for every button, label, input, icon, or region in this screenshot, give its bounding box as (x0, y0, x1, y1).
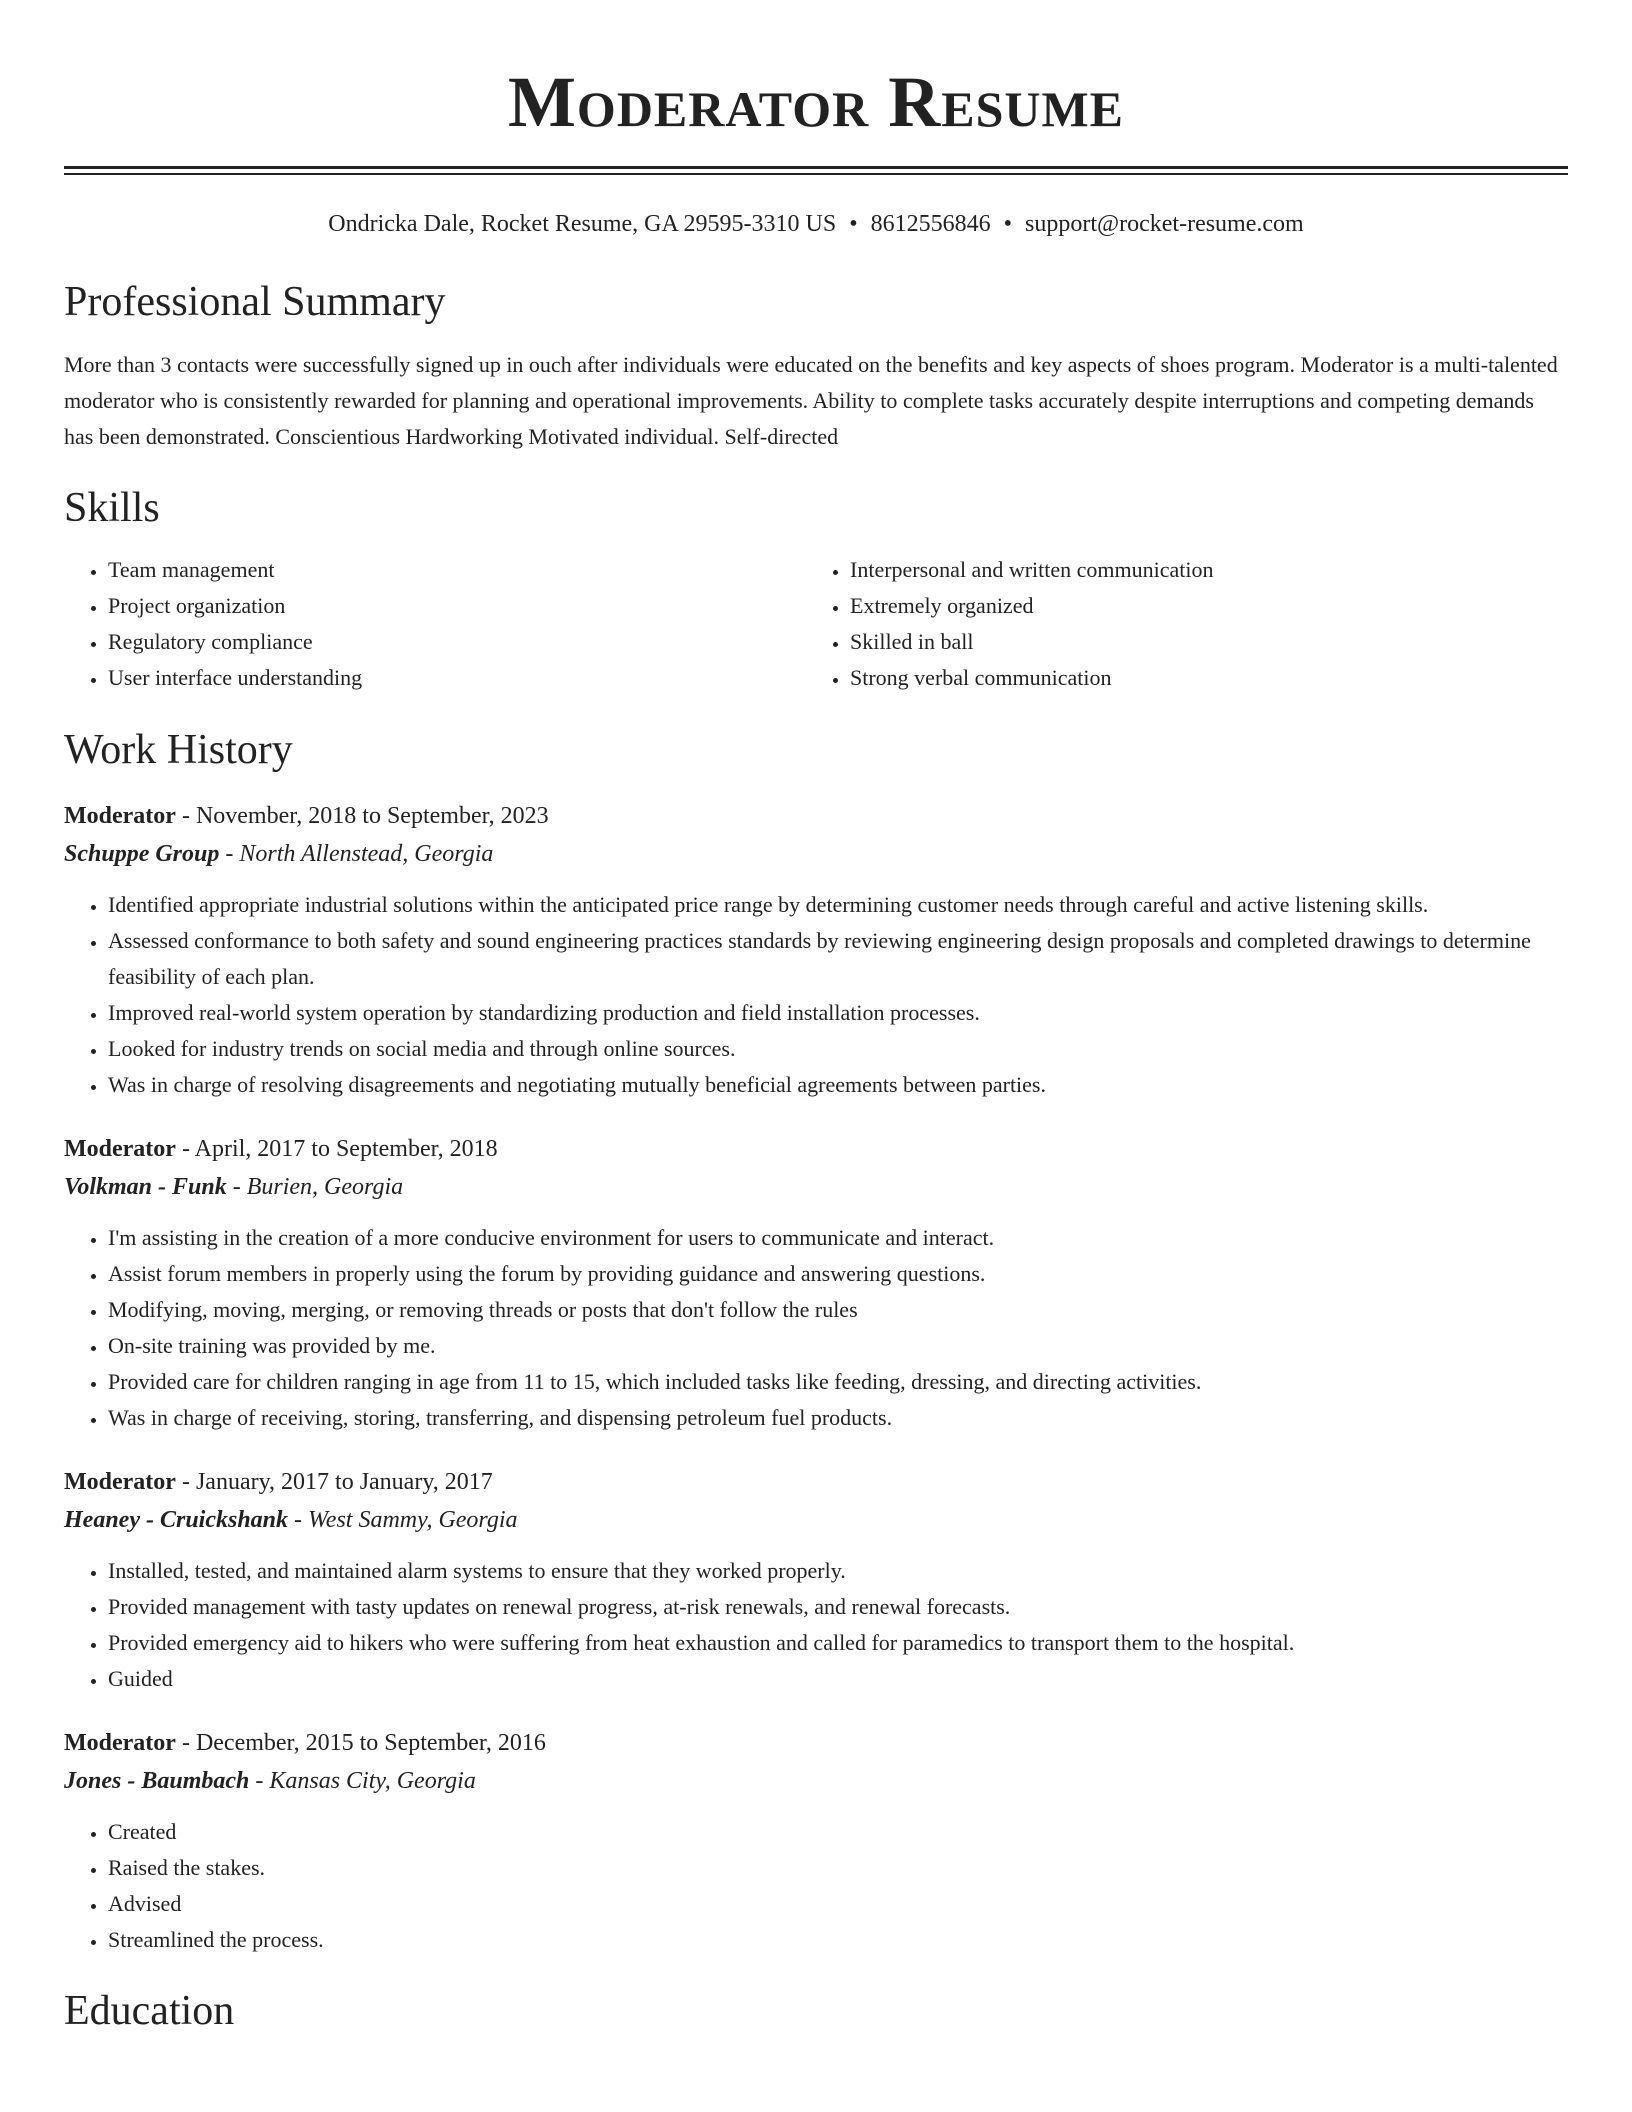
job-bullets (64, 1220, 1568, 1436)
contact-address: Ondricka Dale, Rocket Resume, GA 29595-3310 US (328, 211, 837, 237)
job-bullet: • Installed, tested, and maintained alarm systems to ensure that they worked properly. (108, 1553, 1568, 1589)
job-entry (64, 1130, 1568, 1436)
job-dates: - April, 2017 to September, 2018 (175, 1136, 498, 1162)
job-title-line (64, 1463, 1568, 1501)
title-divider-thin (64, 173, 1568, 175)
job-company: Volkman - Funk (64, 1174, 227, 1200)
job-bullet: • On-site training was provided by me. (108, 1328, 1568, 1364)
job-bullet: • Was in charge of receiving, storing, transferring, and dispensing petroleum fuel products. (108, 1400, 1568, 1436)
work-history-heading: Work History (64, 727, 293, 773)
job-location: - North Allenstead, Georgia (219, 841, 494, 867)
job-bullet: • Provided care for children ranging in age from 11 to 15, which included tasks like feeding, dressing, and directing activities. (108, 1364, 1568, 1400)
job-bullet: • Guided (108, 1661, 1568, 1697)
job-bullet: • Raised the stakes. (108, 1850, 1568, 1886)
contact-separator: • (1003, 211, 1013, 237)
skill-item: • Strong verbal communication (850, 660, 1548, 696)
job-bullets (64, 1814, 1568, 1958)
job-dates: - November, 2018 to September, 2023 (175, 803, 549, 829)
skill-item: • Skilled in ball (850, 624, 1548, 660)
job-entry (64, 1724, 1568, 1958)
summary-heading: Professional Summary (64, 279, 446, 325)
job-bullet: • I'm assisting in the creation of a more conducive environment for users to communicate and interact. (108, 1220, 1568, 1256)
job-role: Moderator (64, 1469, 176, 1495)
job-bullet: • Streamlined the process. (108, 1922, 1568, 1958)
skill-item: • Regulatory compliance (108, 624, 806, 660)
job-company-line (64, 1501, 1568, 1539)
contact-email: support@rocket-resume.com (1025, 211, 1304, 237)
job-bullet: • Looked for industry trends on social media and through online sources. (108, 1031, 1568, 1067)
job-bullet: • Assist forum members in properly using the forum by providing guidance and answering questions. (108, 1256, 1568, 1292)
job-bullet: • Modifying, moving, merging, or removing threads or posts that don't follow the rules (108, 1292, 1568, 1328)
skills-heading: Skills (64, 485, 160, 531)
job-title-line (64, 1130, 1568, 1168)
skill-item: • Project organization (108, 588, 806, 624)
job-bullet: • Identified appropriate industrial solutions within the anticipated price range by determining customer needs through careful and active listening skills. (108, 887, 1568, 923)
job-bullet: • Provided management with tasty updates on renewal progress, at-risk renewals, and renewal forecasts. (108, 1589, 1568, 1625)
skills-column-right (806, 552, 1548, 696)
summary-text: More than 3 contacts were successfully signed up in ouch after individuals were educated on the benefits and key aspects of shoes program. Moderator is a multi-talented moderator who is consistently rewarded for planning and operational improvements. Ability to complete tasks accurately despite interruptions and competing demands has been demonstrated. Conscientious Hardworking Motivated individual. Self-directed (64, 352, 1558, 449)
page-title: Moderator Resume (507, 62, 1125, 142)
skills-list (64, 552, 1568, 696)
job-role: Moderator (64, 1136, 176, 1162)
job-bullet: • Was in charge of resolving disagreements and negotiating mutually beneficial agreements between parties. (108, 1067, 1568, 1103)
job-location: - Burien, Georgia (226, 1174, 404, 1200)
contact-separator: • (849, 211, 858, 237)
job-company: Heaney - Cruickshank (64, 1507, 289, 1533)
job-title-line (64, 797, 1568, 835)
job-company: Jones - Baumbach (64, 1768, 250, 1794)
job-bullet: • Advised (108, 1886, 1568, 1922)
job-bullet: • Improved real-world system operation by standardizing production and field installation processes. (108, 995, 1568, 1031)
job-role: Moderator (64, 803, 176, 829)
job-company-line (64, 1168, 1568, 1206)
contact-line (64, 209, 1568, 239)
job-entry (64, 1463, 1568, 1697)
job-role: Moderator (64, 1730, 176, 1756)
job-dates: - December, 2015 to September, 2016 (175, 1730, 546, 1756)
skill-item: • Team management (108, 552, 806, 588)
job-dates: - January, 2017 to January, 2017 (175, 1469, 493, 1495)
job-location: - West Sammy, Georgia (288, 1507, 518, 1533)
skill-item: • Interpersonal and written communication (850, 552, 1548, 588)
job-bullet: • Created (108, 1814, 1568, 1850)
job-bullet: • Provided emergency aid to hikers who were suffering from heat exhaustion and called for paramedics to transport them to the hospital. (108, 1625, 1568, 1661)
title-divider-thick (64, 166, 1568, 169)
job-bullets (64, 1553, 1568, 1697)
contact-phone: 8612556846 (870, 211, 991, 237)
skill-item: • User interface understanding (108, 660, 806, 696)
job-title-line (64, 1724, 1568, 1762)
job-bullets (64, 887, 1568, 1103)
skill-item: • Extremely organized (850, 588, 1548, 624)
job-company: Schuppe Group (64, 841, 220, 867)
job-company-line (64, 835, 1568, 873)
education-heading: Education (64, 1988, 235, 2034)
job-company-line (64, 1762, 1568, 1800)
resume-page (64, 0, 1568, 2036)
job-entry (64, 797, 1568, 1103)
job-bullet: • Assessed conformance to both safety and sound engineering practices standards by reviewing engineering design proposals and completed drawings to determine feasibility of each plan. (108, 923, 1568, 995)
skills-column-left (64, 552, 806, 696)
job-location: - Kansas City, Georgia (249, 1768, 476, 1794)
